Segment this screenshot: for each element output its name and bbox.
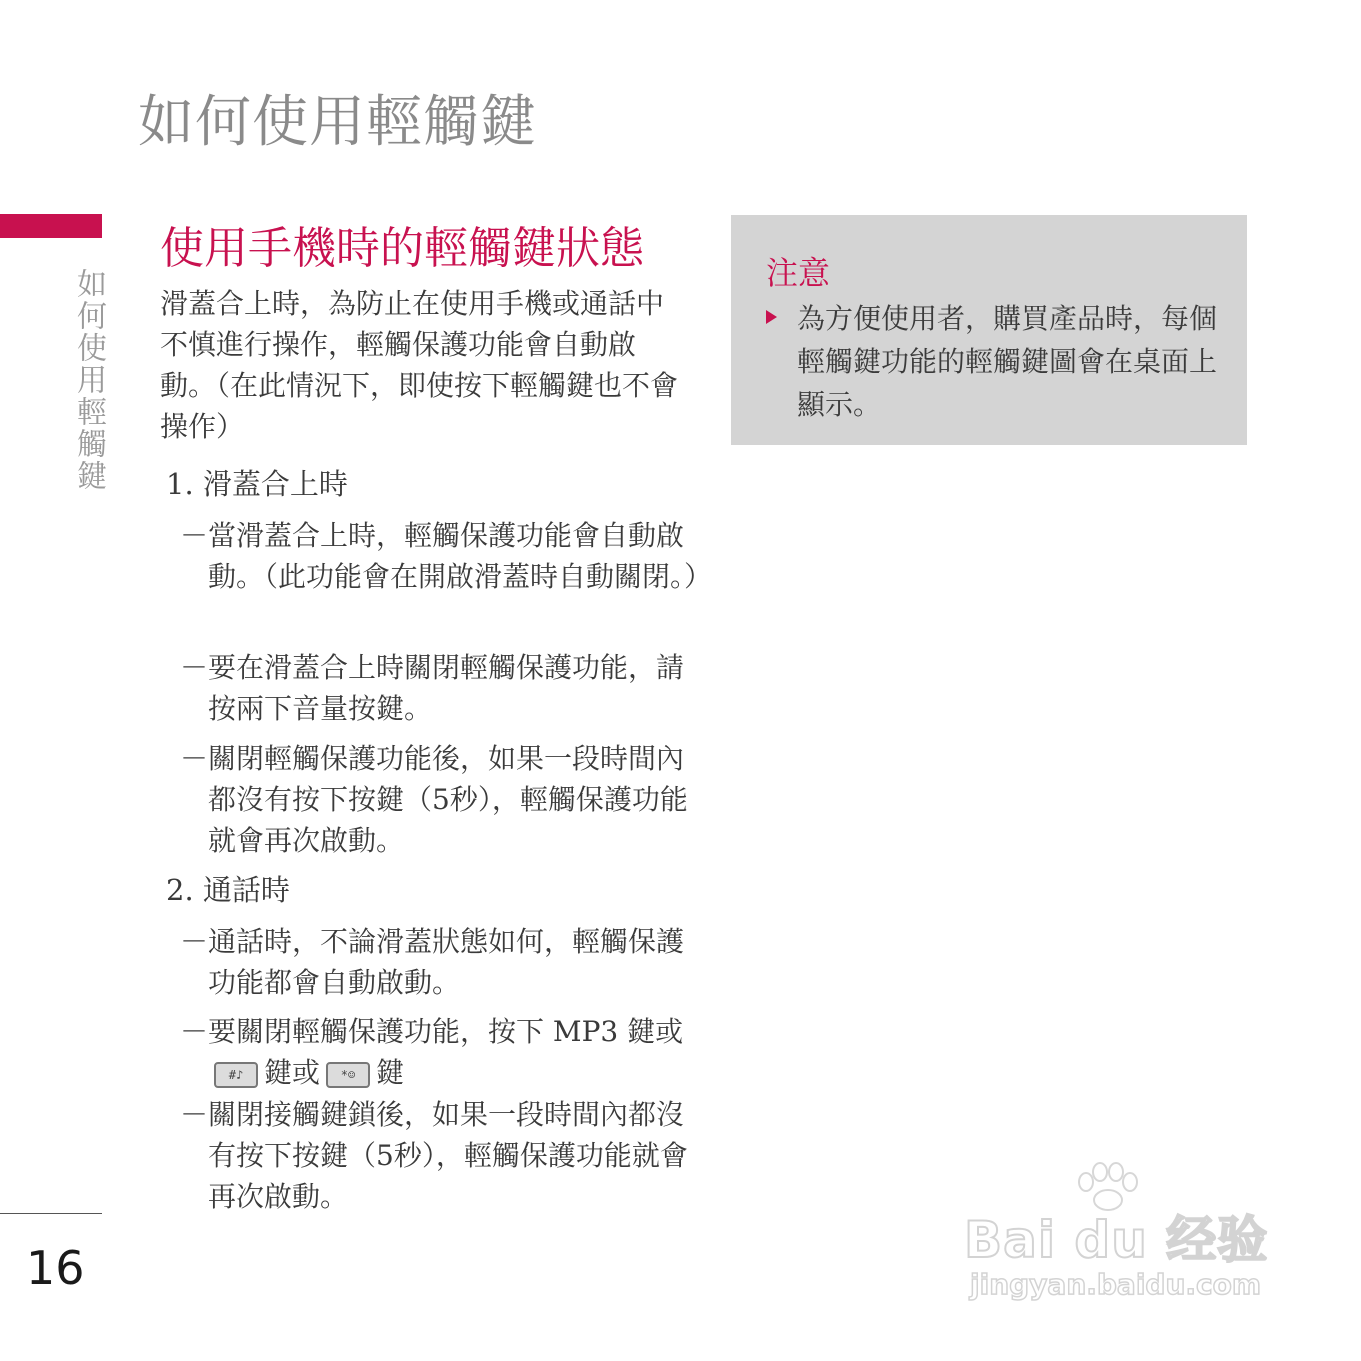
item-1-bullet-3: －關閉輕觸保護功能後，如果一段時間內都沒有按下按鍵（5秒），輕觸保護功能就會再次啟動。 bbox=[180, 742, 688, 857]
note-text: 為方便使用者，購買產品時，每個輕觸鍵功能的輕觸鍵圖會在桌面上顯示。 bbox=[797, 302, 1218, 421]
watermark-logo-text: Bai du 经验 bbox=[964, 1211, 1269, 1269]
note-title: 注意 bbox=[766, 254, 831, 292]
section-title: 使用手機時的輕觸鍵狀態 bbox=[160, 223, 644, 274]
footer-rule bbox=[0, 1213, 102, 1214]
item-1-label: 1. 滑蓋合上時 bbox=[166, 467, 348, 501]
baidu-watermark bbox=[964, 1158, 1284, 1308]
page-number: 16 bbox=[26, 1241, 85, 1295]
hash-key-icon: #♪ bbox=[214, 1062, 258, 1088]
section-tab-marker bbox=[0, 214, 102, 238]
star-key-icon: *☺ bbox=[326, 1062, 370, 1088]
item-2-bullet-3: －關閉接觸鍵鎖後，如果一段時間內都沒有按下按鍵（5秒），輕觸保護功能就會再次啟動。 bbox=[180, 1098, 688, 1213]
item-2-bullet-2 bbox=[180, 1011, 708, 1093]
key-or-text: 鍵或 bbox=[264, 1056, 321, 1089]
item-1-bullet-1: －當滑蓋合上時，輕觸保護功能會自動啟動。（此功能會在開啟滑蓋時自動關閉。） bbox=[180, 519, 713, 593]
intro-paragraph: 滑蓋合上時，為防止在使用手機或通話中不慎進行操作，輕觸保護功能會自動啟動。（在此情況下，即使按下輕觸鍵也不會操作） bbox=[160, 287, 679, 443]
triangle-bullet-icon bbox=[766, 310, 777, 324]
item-2-bullet-2-text: －要關閉輕觸保護功能，按下 MP3 鍵或 bbox=[180, 1015, 684, 1048]
item-2-label: 2. 通話時 bbox=[166, 873, 290, 907]
key-text: 鍵 bbox=[376, 1056, 405, 1089]
item-1-bullet-2: －要在滑蓋合上時關閉輕觸保護功能，請按兩下音量按鍵。 bbox=[180, 651, 685, 725]
item-2-bullet-1: －通話時，不論滑蓋狀態如何，輕觸保護功能都會自動啟動。 bbox=[180, 925, 685, 999]
side-chapter-label: 如何使用輕觸鍵 bbox=[71, 268, 106, 492]
page-title: 如何使用輕觸鍵 bbox=[138, 90, 537, 155]
watermark-url: jingyan.baidu.com bbox=[970, 1268, 1262, 1301]
